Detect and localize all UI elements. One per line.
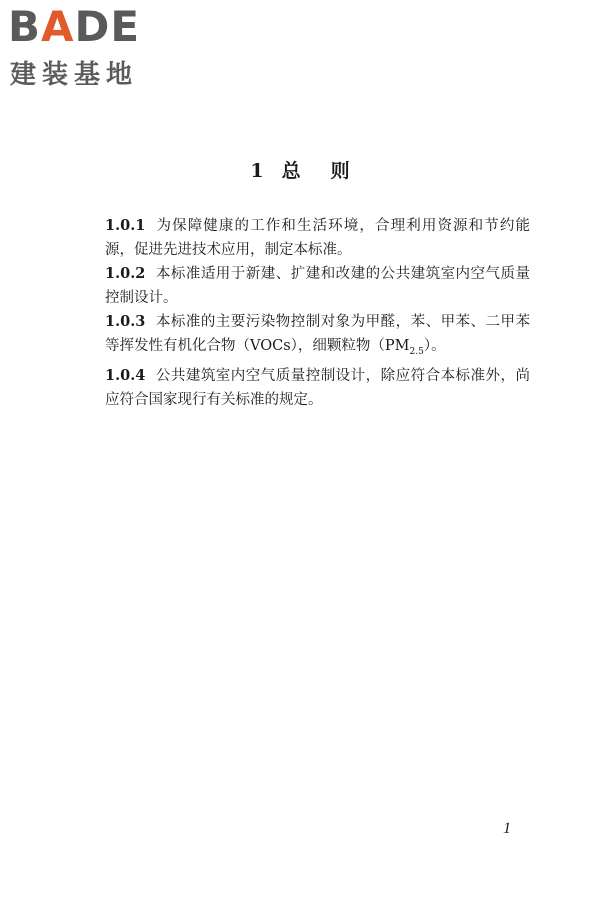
page-number: 1 xyxy=(503,820,511,837)
bade-logo xyxy=(8,4,178,94)
chapter-title xyxy=(0,156,600,183)
clause-1-0-2 xyxy=(105,262,530,310)
clause-list xyxy=(105,214,530,412)
chapter-title-part1: 总 xyxy=(281,160,301,182)
clause-1-0-4 xyxy=(105,364,530,412)
clause-text: 公共建筑室内空气质量控制设计，除应符合本标准外，尚应符合国家现行有关标准的规定。 xyxy=(105,367,530,408)
clause-number: 1.0.1 xyxy=(105,217,146,234)
chapter-title-part2: 则 xyxy=(330,160,350,182)
clause-text: 本标准适用于新建、扩建和改建的公共建筑室内空气质量控制设计。 xyxy=(105,266,530,306)
clause-text: 为保障健康的工作和生活环境，合理利用资源和节约能源，促进先进技术应用，制定本标准。 xyxy=(105,218,530,258)
clause-1-0-3 xyxy=(105,310,530,364)
clause-number: 1.0.3 xyxy=(105,313,146,330)
clause-number: 1.0.4 xyxy=(105,366,146,384)
logo-wordmark xyxy=(8,4,140,50)
clause-number: 1.0.2 xyxy=(105,265,146,282)
pm-subscript: 2.5 xyxy=(409,346,424,357)
chapter-number: 1 xyxy=(250,160,264,182)
clause-text-before: 本标准的主要污染物控制对象为甲醛，苯、甲苯、二甲苯等挥发性有机化合物（VOCs），细颗粒物（PM xyxy=(105,314,530,354)
clause-text-after: ）。 xyxy=(423,338,446,354)
logo-letters-de: DE xyxy=(74,2,141,51)
logo-subtitle: 建装基地 xyxy=(10,60,139,90)
clause-1-0-1 xyxy=(105,214,530,262)
logo-letter-a: A xyxy=(41,2,75,51)
logo-letter-b: B xyxy=(8,2,42,51)
